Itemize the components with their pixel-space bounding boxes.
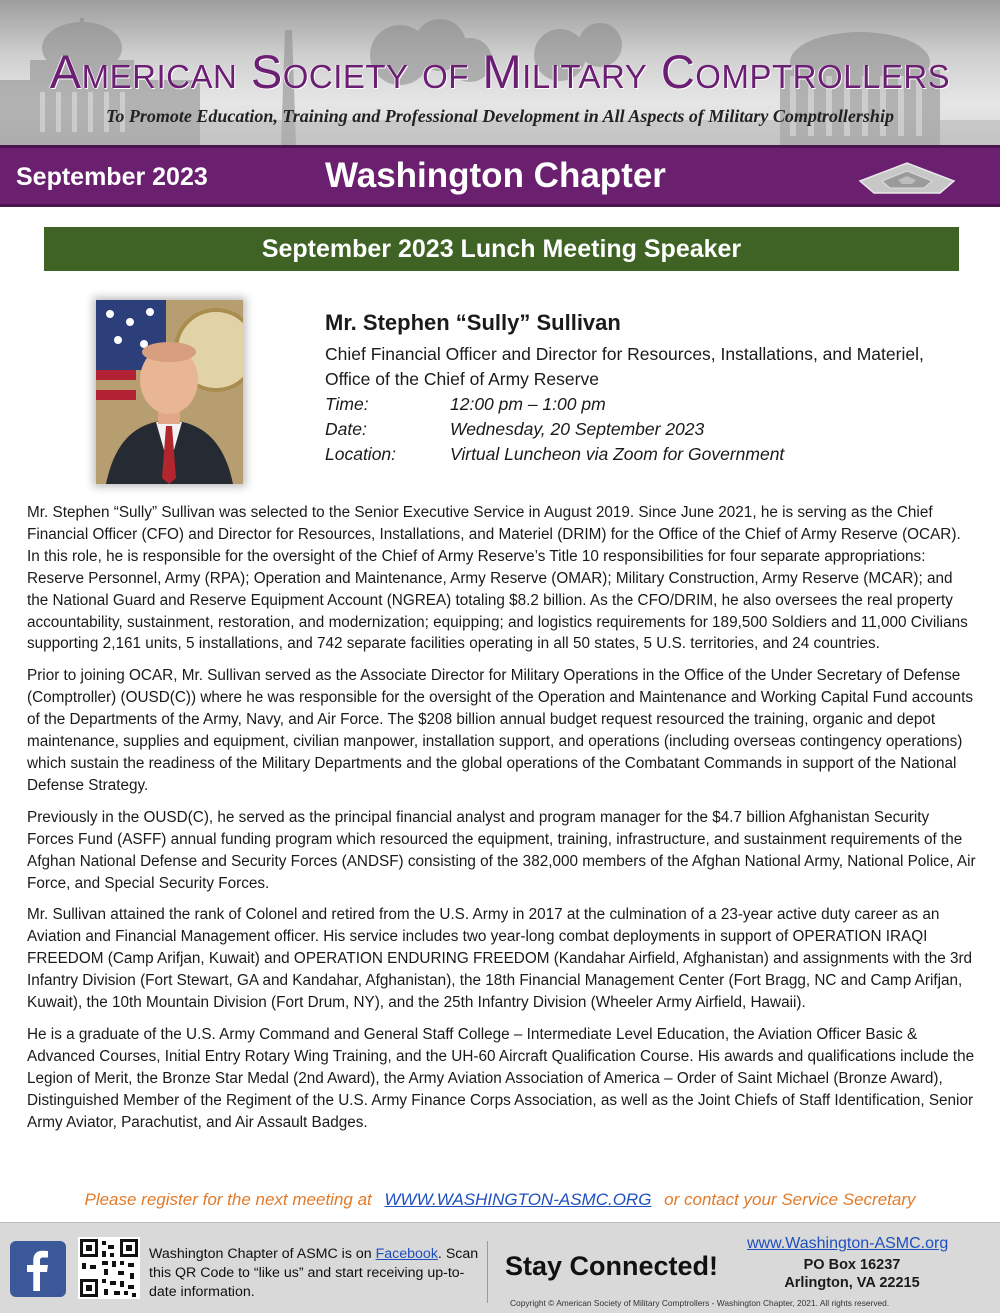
pentagon-icon: [852, 159, 962, 195]
facebook-message-period: .: [437, 1246, 442, 1262]
speaker-name: Mr. Stephen “Sully” Sullivan: [325, 310, 621, 335]
stay-connected: Stay Connected!: [505, 1251, 719, 1281]
newsletter-date: September 2023: [16, 163, 208, 191]
date-label: Date:: [325, 419, 367, 439]
speaker-bio: [27, 502, 977, 1143]
date-value: Wednesday, 20 September 2023: [450, 419, 705, 439]
address-line-1: PO Box 16237: [803, 1257, 901, 1273]
register-link[interactable]: WWW.WASHINGTON-ASMC.ORG: [384, 1190, 652, 1209]
meeting-heading: September 2023 Lunch Meeting Speaker: [44, 227, 959, 271]
bio-paragraph: Mr. Stephen “Sully” Sullivan was selected to the Senior Executive Service in August 2019. Since June 2021, he is serving as the Chief Financial Officer (CFO) and Director for Resources, Installations, and Materiel (DRIM) for the Office of the Chief of Army Reserve (OCAR). In this role, he is responsible for the oversight of the Chief of Army Reserve’s Title 10 responsibilities for four separate appropriations: Reserve Personnel, Army (RPA); Operation and Maintenance, Army Reserve (OMAR); Military Construction, Army Reserve (MCAR); and the National Guard and Reserve Equipment Account (NGREA) totaling $8.2 billion. As the CFO/DRIM, he also oversees the real property accountability, sustainment, restoration, and modernization; equipping; and logistics requirements for 189,500 Soldiers and 11,000 Civilians supporting 2,161 units, 5 installations, and 742 separate facilities operating in all 50 states, 5 U.S. territories, and 24 countries.: [27, 504, 968, 653]
time-value: 12:00 pm – 1:00 pm: [450, 394, 606, 414]
date-row: [325, 417, 965, 442]
header-banner: [0, 0, 1000, 145]
location-row: [325, 442, 965, 467]
speaker-photo: [96, 300, 243, 484]
mailing-address: [742, 1257, 962, 1292]
bio-paragraph: He is a graduate of the U.S. Army Command and General Staff College – Intermediate Level Education, the Aviation Officer Basic & Advanced Courses, Initial Entry Rotary Wing Training, and the UH-60 Aircraft Qualification Course. His awards and qualifications include the Legion of Merit, the Bronze Star Medal (2nd Award), the Army Aviation Association of America – Order of Saint Michael (Bronze Award), Distinguished Member of the Regiment of the U.S. Army Finance Corps Association, as well as the Joint Chiefs of Staff Identification, Senior Army Aviator, Parachutist, and Air Assault Badges.: [27, 1025, 975, 1131]
bio-paragraph: Mr. Sullivan attained the rank of Colonel and retired from the U.S. Army in 2017 at the culmination of a 23-year active duty career as an Aviation and Financial Management officer. His service includes two year-long combat deployments in support of OPERATION IRAQI FREEDOM (Camp Arifjan, Kuwait) and OPERATION ENDURING FREEDOM (Kandahar Airfield, Afghanistan) and assignments with the 3rd Infantry Division (Fort Stewart, GA and Kandahar, Afghanistan), the 18th Financial Management Center (Fort Bragg, NC and Camp Arifjan, Kuwait), the 10th Mountain Division (Fort Drum, NY), and the 25th Infantry Division (Wheeler Army Airfield, Hawaii).: [27, 906, 973, 1012]
register-text: Please register for the next meeting at: [84, 1190, 372, 1209]
location-value: Virtual Luncheon via Zoom for Government: [450, 444, 785, 464]
register-line: [0, 1190, 1000, 1210]
facebook-message-text-2: Scan this QR Code to “like us” and start receiving up-to-date information.: [149, 1246, 479, 1300]
time-row: [325, 392, 965, 417]
bio-paragraph: Prior to joining OCAR, Mr. Sullivan served as the Associate Director for Military Operations in the Office of the Under Secretary of Defense (Comptroller) (OUSD(C)) where he was responsible for the oversight of the Operation and Maintenance and Working Capital Fund accounts of the Departments of the Army, Navy, and Air Force. The $208 billion annual budget request resourced the training, organic and depot maintenance, supplies and equipment, civilian manpower, installation support, and operations (including overseas contingency operations) which sustain the readiness of the Military Departments and the global operations of the Combatant Commands in support of the National Defense Strategy.: [27, 667, 974, 794]
address-line-2: Arlington, VA 22215: [784, 1274, 920, 1291]
bio-paragraph: Previously in the OUSD(C), he served as the principal financial analyst and program manager for the $4.7 billion Afghanistan Security Forces Fund (ASFF) annual funding program which resourced the equipment, training, infrastructure, and sustainment requirements of the Afghan National Defense and Security Forces (ANDSF) consisting of the 382,000 members of the Afghan National Army, National Police, Air Force, and Special Security Forces.: [27, 808, 976, 892]
location-label: Location:: [325, 444, 397, 464]
time-label: Time:: [325, 394, 369, 414]
chapter-name: Washington Chapter: [325, 156, 666, 195]
facebook-link[interactable]: Facebook: [375, 1246, 438, 1262]
register-text-end: or contact your Service Secretary: [664, 1190, 916, 1209]
speaker-role: Chief Financial Officer and Director for Resources, Installations, and Materiel, Office of the Chief of Army Reserve: [325, 344, 924, 389]
facebook-message: [149, 1245, 484, 1302]
qr-code-icon: [78, 1237, 140, 1299]
facebook-message-text: Washington Chapter of ASMC is on: [149, 1246, 372, 1262]
org-tagline: To Promote Education, Training and Professional Development in All Aspects of Military Comptrollership: [106, 106, 894, 126]
website-link[interactable]: www.Washington-ASMC.org: [747, 1235, 949, 1252]
footer-divider: [487, 1241, 488, 1303]
facebook-icon[interactable]: [10, 1241, 66, 1297]
copyright: Copyright © American Society of Military Comptrollers - Washington Chapter, 2021. All rights reserved.: [510, 1298, 890, 1308]
footer: [0, 1222, 1000, 1313]
org-title: American Society of Military Comptrollers: [49, 45, 951, 98]
chapter-bar: [0, 145, 1000, 207]
speaker-details: [325, 310, 965, 467]
